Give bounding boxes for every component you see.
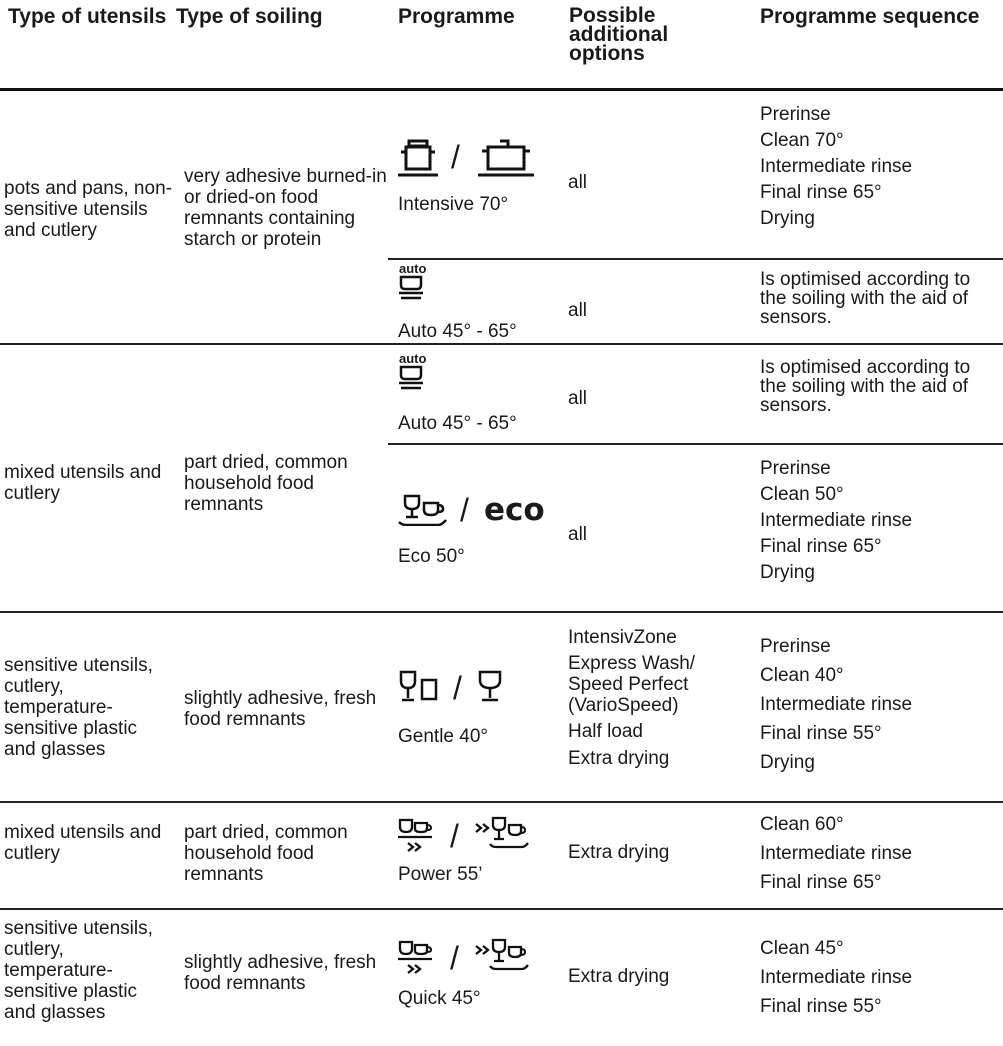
sequence-step: Final rinse 65° (760, 182, 882, 203)
sequence-step: Clean 70° (760, 130, 844, 151)
intensive-pot-icon (398, 138, 438, 184)
slash-separator: / (451, 139, 460, 175)
sequence-step: Final rinse 65° (760, 872, 882, 893)
sequence-step: Intermediate rinse (760, 694, 913, 715)
programme-gentle-40: Gentle 40° (398, 726, 488, 747)
power-glass-speed-icon (474, 816, 530, 852)
options-all: all (568, 300, 588, 321)
row-divider (0, 343, 1003, 345)
slash-separator: / (453, 670, 462, 706)
row1-utensils: pots and pans, non-sensitive utensils and cutlery (4, 178, 172, 241)
sequence-step: Intermediate rinse (760, 967, 913, 988)
options-all: all (568, 524, 588, 545)
row-divider (0, 611, 1003, 613)
options-extra-drying: Extra drying (568, 966, 670, 987)
intensive-pot-icon (478, 138, 534, 184)
sequence-power (760, 812, 912, 896)
eco-glass-cup-icon (398, 494, 448, 526)
sequence-step: Intermediate rinse (760, 843, 913, 864)
sequence-step: Final rinse 55° (760, 996, 882, 1017)
sequence-step: Drying (760, 208, 815, 229)
slash-separator: / (450, 818, 459, 854)
row2-soiling: part dried, common household food remnants (184, 452, 348, 515)
sequence-quick (760, 936, 912, 1020)
sequence-step: Clean 45° (760, 938, 844, 959)
row2-utensils: mixed utensils and cutlery (4, 462, 162, 504)
options-extra-drying: Extra drying (568, 842, 670, 863)
options-all: all (568, 388, 588, 409)
programme-auto: Auto 45° - 65° (398, 413, 517, 434)
gentle-glass-icon (476, 670, 504, 704)
programme-auto: Auto 45° - 65° (398, 321, 517, 342)
auto-label: auto (399, 351, 427, 366)
sequence-step: Drying (760, 562, 815, 583)
power-dish-speed-icon (398, 818, 432, 858)
quick-dish-speed-icon (398, 940, 432, 980)
row-divider (388, 443, 1003, 445)
header-programme: Programme (398, 5, 515, 28)
sequence-eco (760, 456, 912, 586)
slash-separator: / (450, 940, 459, 976)
sequence-gentle (760, 634, 912, 776)
sequence-step: Drying (760, 752, 815, 773)
option-item: IntensivZone (568, 627, 677, 648)
sequence-step: Prerinse (760, 104, 831, 125)
row-divider (0, 908, 1003, 910)
row5-utensils: sensitive utensils, cutlery, temperature-sensitive plastic and glasses (4, 918, 153, 1023)
header-divider (0, 88, 1003, 91)
sequence-step: Prerinse (760, 458, 831, 479)
sequence-step: Final rinse 55° (760, 723, 882, 744)
options-all: all (568, 172, 588, 193)
sequence-step: Clean 40° (760, 665, 844, 686)
programme-quick-45: Quick 45° (398, 988, 481, 1009)
row1-soiling: very adhesive burned-in or dried-on food remnants containing starch or protein (184, 166, 387, 250)
slash-separator: / (460, 492, 469, 528)
header-type-of-soiling: Type of soiling (176, 5, 323, 28)
programme-eco-50: Eco 50° (398, 546, 465, 567)
row-divider (388, 258, 1003, 260)
row4-soiling: part dried, common household food remnants (184, 822, 348, 885)
auto-icon (398, 352, 438, 396)
row3-utensils: sensitive utensils, cutlery, temperature-sensitive plastic and glasses (4, 655, 153, 760)
eco-label: eco (484, 492, 545, 528)
option-item: Extra drying (568, 748, 670, 769)
sequence-step: Intermediate rinse (760, 156, 913, 177)
quick-glass-speed-icon (474, 938, 530, 974)
row-divider (0, 801, 1003, 803)
sequence-intensive (760, 102, 912, 232)
header-possible-additional-options: Possible additional options (569, 4, 669, 65)
programme-intensive-70: Intensive 70° (398, 194, 509, 215)
row5-soiling: slightly adhesive, fresh food remnants (184, 952, 377, 994)
auto-label: auto (399, 261, 427, 276)
sequence-auto: Is optimised according to the soiling with the aid of sensors. (760, 357, 971, 416)
sequence-step: Final rinse 65° (760, 536, 882, 557)
gentle-glass-icon (398, 670, 440, 704)
sequence-step: Intermediate rinse (760, 510, 913, 531)
option-item: Express Wash/ Speed Perfect (VarioSpeed) (568, 653, 696, 716)
sequence-auto: Is optimised according to the soiling with the aid of sensors. (760, 269, 971, 328)
sequence-step: Prerinse (760, 636, 831, 657)
header-type-of-utensils: Type of utensils (8, 5, 167, 28)
row4-utensils: mixed utensils and cutlery (4, 822, 162, 864)
row3-soiling: slightly adhesive, fresh food remnants (184, 688, 377, 730)
sequence-step: Clean 50° (760, 484, 844, 505)
header-programme-sequence: Programme sequence (760, 5, 980, 28)
auto-icon (398, 262, 438, 306)
option-item: Half load (568, 721, 643, 742)
sequence-step: Clean 60° (760, 814, 844, 835)
options-gentle (568, 626, 738, 770)
programme-power-55: Power 55’ (398, 864, 483, 885)
